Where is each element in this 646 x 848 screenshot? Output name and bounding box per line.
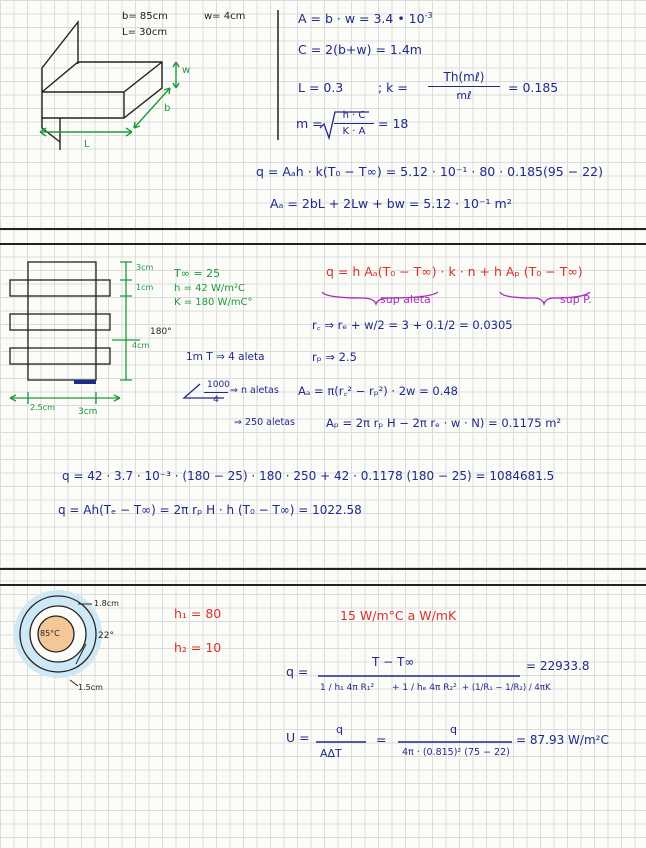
eq-pin-radius: rₚ ⇒ 2.5 [312,350,357,364]
q-den-b: + 1 / hₑ 4π R₂² [392,683,457,693]
U-value: = 87.93 W/m²C [516,733,609,747]
eq-k-fraction: Th(mℓ) mℓ [428,70,500,102]
dim-4cm: 4cm [132,341,150,350]
U-num2: q [450,723,457,736]
q-lhs: q = [286,664,309,679]
param-h: h = 42 W/m²C [174,283,245,294]
eq-total-heat: q = h Aₐ(T₀ − T∞) · k · n + h Aₚ (T₀ − T∞) [326,264,583,279]
eq-base-area: Aₚ = 2π rₚ H − 2π rₑ · w · N) = 0.1175 m² [326,416,562,430]
U-den1: AΔT [320,747,342,760]
k-value: 15 W/m°C a W/mK [340,608,457,623]
dim-left: 2.5cm [30,403,55,412]
brace-label-fin: sup aleta [380,293,431,306]
dim-b: b= 85cm [122,11,168,22]
dim-L: L= 30cm [122,27,168,38]
label-inner-radius: 1.5cm [78,683,103,692]
q-den-a: 1 / h₁ 4π R₁² [320,683,375,693]
brace-label-base: sup P. [560,293,592,306]
eq-fin-area: Aₐ = 2bL + 2Lw + bw = 5.12 · 10⁻¹ m² [270,196,512,211]
label-ambient: 22° [98,631,114,641]
eq-corrected-radius: r꜀ ⇒ rₑ + w/2 = 3 + 0.1/2 = 0.0305 [312,318,513,332]
dim-angle: 180° [150,327,172,337]
separator [0,228,646,230]
fin-count-fraction: $\frac{1000}{4}$ [204,380,228,405]
dim-3cm: 3cm [136,263,154,272]
eq-area: A = b · w = 3.4 • $10^{-3}$ [298,11,433,27]
dim-w: w= 4cm [204,11,246,22]
eq-k-value: = 0.185 [508,80,559,95]
h-outer: h₂ = 10 [174,640,222,655]
eq-m-prefix: m = [296,116,323,131]
U-num1: q [336,723,343,736]
q-value: = 22933.8 [526,659,590,673]
eq-heat-short: q = Ah(Tₑ − T∞) = 2π rₚ H · h (T₀ − T∞) = 1022.58 [58,503,362,517]
label-b: b [164,103,171,114]
separator [0,243,646,245]
separator [0,568,646,570]
eq-length: L = 0.3 [298,80,344,95]
label-L: L [84,139,90,150]
param-K: K = 180 W/mC° [174,297,253,308]
dim-right: 3cm [78,407,98,417]
fin-count-rest: ⇒ n aletas [230,385,279,396]
fins-per-meter: 1m T ⇒ 4 aleta [186,351,265,363]
q-den-c: + (1/R₁ − 1/R₂) / 4πK [462,683,551,693]
eq-k-prefix: ; k = [378,80,408,95]
pin-fin-sketch [10,262,110,380]
eq-m-fraction: $\frac{h \cdot C}{K \cdot A}$ [334,110,374,137]
q-numerator: T − T∞ [372,655,415,669]
label-inner-temp: 85°C [40,629,60,638]
eq-perimeter: C = 2(b+w) = 1.4m [298,42,422,57]
dim-1cm: 1cm [136,283,154,292]
fin-count-total: ⇒ 250 aletas [234,417,295,428]
label-outer-radius: 1.8cm [94,599,119,608]
eq-heat-numeric: q = 42 · 3.7 · 10⁻³ · (180 − 25) · 180 · 250 + 42 · 0.1178 (180 − 25) = 1084681.5 [62,469,555,483]
fin-sketch [42,22,162,150]
U-lhs: U = [286,730,310,745]
U-den2: 4π · (0.815)² (75 − 22) [402,747,510,758]
param-Tinf: T∞ = 25 [174,267,221,280]
h-inner: h₁ = 80 [174,606,222,621]
fin-dimension-lines [40,62,179,136]
label-w: w [182,65,191,76]
separator [0,584,646,586]
eq-fin-area-2: Aₐ = π(r꜀² − rₚ²) · 2w = 0.48 [298,384,458,398]
eq-m-value: = 18 [378,116,409,131]
U-equals: = [376,732,387,747]
eq-heat-flow: q = Aₐh · k(T₀ − T∞) = 5.12 · 10⁻¹ · 80 · 0.185(95 − 22) [256,164,603,179]
